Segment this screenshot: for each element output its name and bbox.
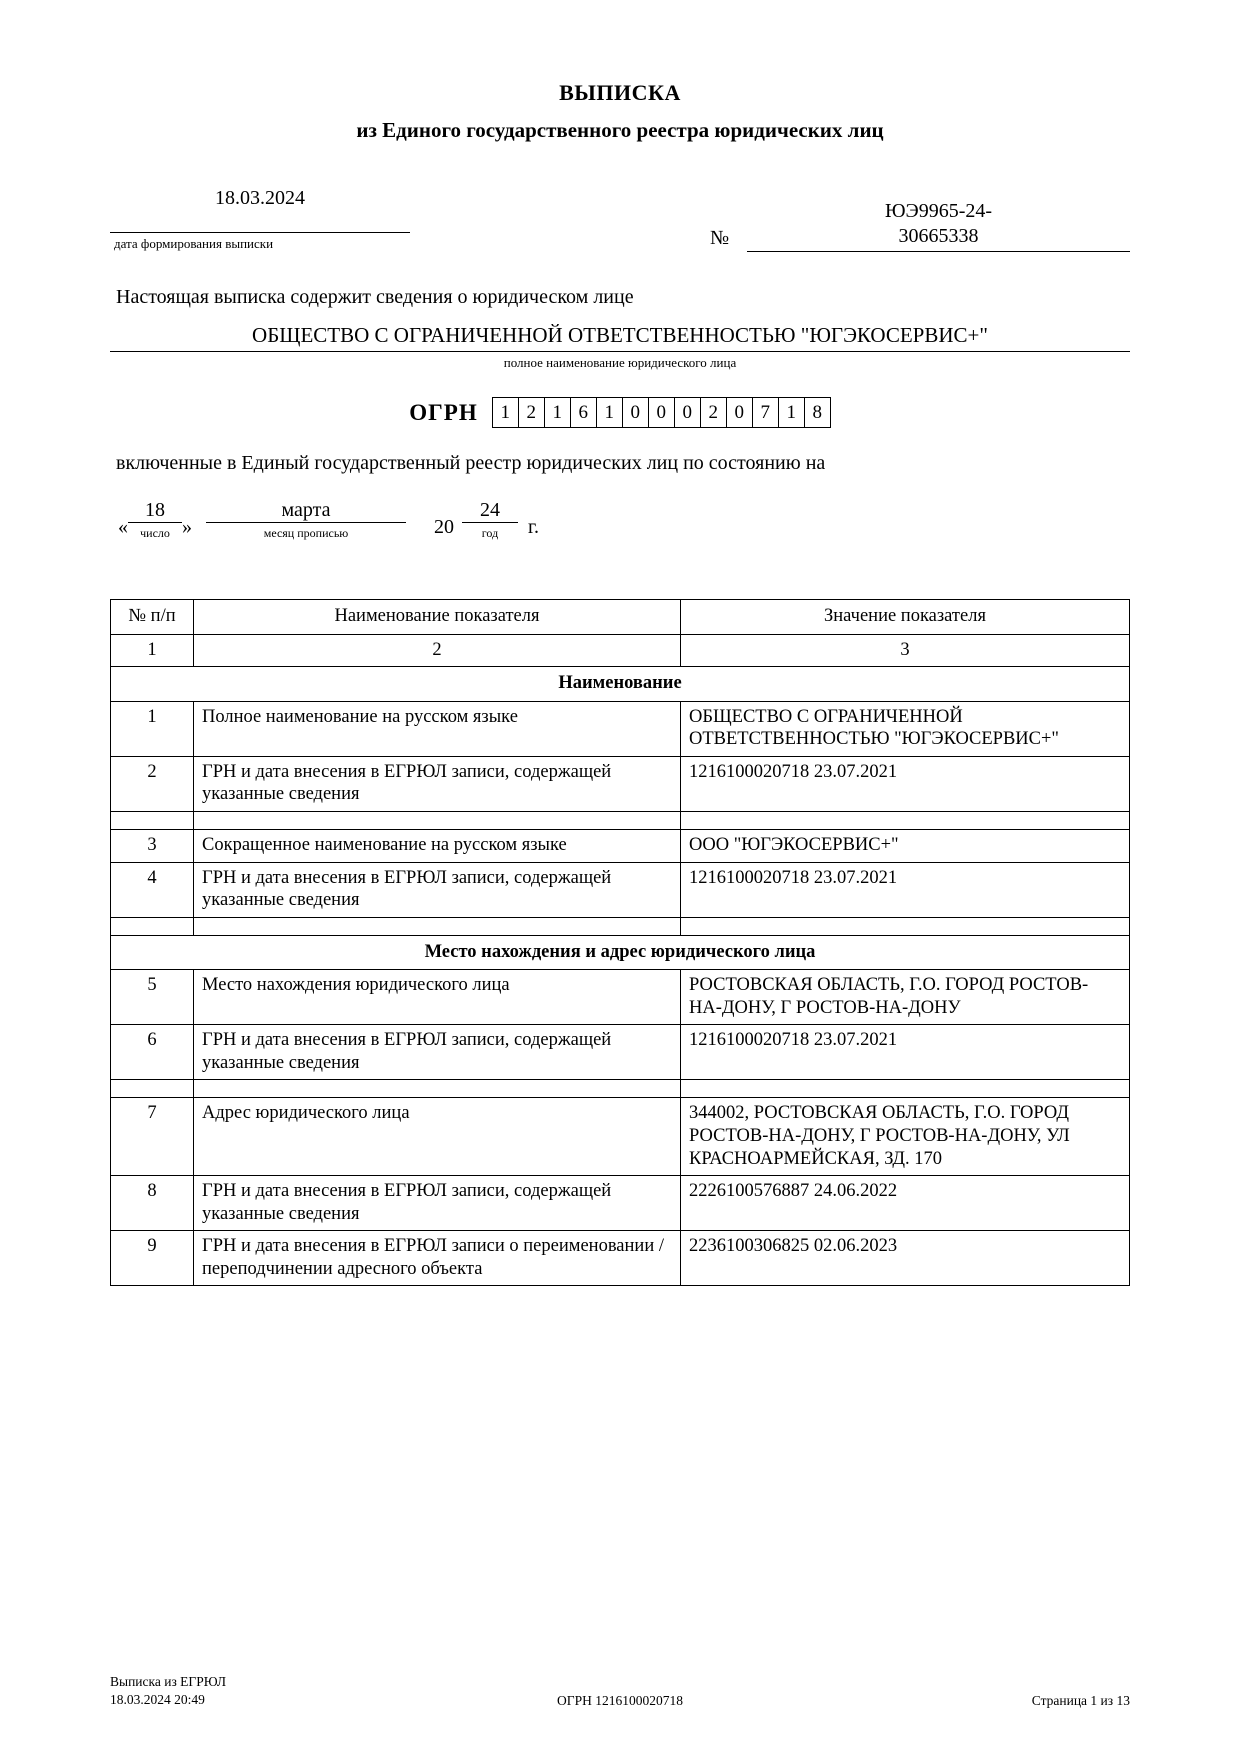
state-date-g-suffix: г. — [528, 516, 539, 538]
row-number: 9 — [111, 1231, 194, 1286]
state-date-year-block — [462, 499, 518, 541]
state-date-fields — [110, 499, 1130, 541]
row-indicator-value: 2236100306825 02.06.2023 — [681, 1231, 1130, 1286]
row-indicator-name: Место нахождения юридического лица — [194, 970, 681, 1025]
document-number-underline — [747, 251, 1130, 252]
column-index-1: 1 — [111, 634, 194, 667]
footer-page-number: Страница 1 из 13 — [1031, 1693, 1130, 1708]
ogrn-digit: 0 — [675, 398, 701, 427]
formation-date-caption: дата формирования выписки — [114, 236, 274, 251]
row-indicator-name: ГРН и дата внесения в ЕГРЮЛ записи о переименовании / переподчинении адресного объекта — [194, 1231, 681, 1286]
state-date-month-caption: месяц прописью — [263, 526, 349, 540]
section-header-row — [111, 667, 1130, 702]
table-row — [111, 1231, 1130, 1286]
row-indicator-value: 1216100020718 23.07.2021 — [681, 756, 1130, 811]
spacer-cell-value — [681, 917, 1130, 935]
state-date-day-block — [128, 499, 182, 541]
section-title-address: Место нахождения и адрес юридического лица — [111, 935, 1130, 970]
state-date-day-caption: число — [140, 526, 170, 540]
row-indicator-name: Адрес юридического лица — [194, 1098, 681, 1176]
intro-line: Настоящая выписка содержит сведения о юридическом лице — [116, 286, 634, 308]
row-indicator-value: ООО "ЮГЭКОСЕРВИС+" — [681, 829, 1130, 862]
row-number: 2 — [111, 756, 194, 811]
quote-close: » — [182, 516, 192, 538]
state-date-day-underline — [128, 499, 182, 523]
row-indicator-value: 1216100020718 23.07.2021 — [681, 862, 1130, 917]
date-and-number-row — [110, 187, 1130, 252]
footer-doc-name: Выписка из ЕГРЮЛ — [110, 1673, 227, 1689]
table-row — [111, 1098, 1130, 1176]
table-spacer-row — [111, 1080, 1130, 1098]
ogrn-digit: 0 — [649, 398, 675, 427]
row-indicator-value: 2226100576887 24.06.2022 — [681, 1176, 1130, 1231]
spacer-cell-name — [194, 811, 681, 829]
row-indicator-value: 344002, РОСТОВСКАЯ ОБЛАСТЬ, Г.О. ГОРОД РОСТОВ-НА-ДОНУ, Г РОСТОВ-НА-ДОНУ, УЛ КРАСНОАРМЕЙСКАЯ, ЗД. 170 — [681, 1098, 1130, 1176]
ogrn-digit: 1 — [779, 398, 805, 427]
spacer-cell-value — [681, 811, 1130, 829]
company-full-name: ОБЩЕСТВО С ОГРАНИЧЕННОЙ ОТВЕТСТВЕННОСТЬЮ "ЮГЭКОСЕРВИС+" — [110, 323, 1130, 352]
ogrn-digit: 1 — [597, 398, 623, 427]
row-number: 5 — [111, 970, 194, 1025]
egrul-table — [110, 599, 1130, 1286]
row-indicator-name: ГРН и дата внесения в ЕГРЮЛ записи, содержащей указанные сведения — [194, 1176, 681, 1231]
table-row — [111, 829, 1130, 862]
ogrn-row — [110, 397, 1130, 428]
table-row — [111, 1025, 1130, 1080]
state-date-year: 24 — [480, 499, 500, 521]
row-number: 6 — [111, 1025, 194, 1080]
row-number: 7 — [111, 1098, 194, 1176]
row-number: 1 — [111, 701, 194, 756]
spacer-cell-name — [194, 1080, 681, 1098]
row-number: 3 — [111, 829, 194, 862]
column-index-2: 2 — [194, 634, 681, 667]
row-indicator-name: ГРН и дата внесения в ЕГРЮЛ записи, содержащей указанные сведения — [194, 756, 681, 811]
company-name-caption: полное наименование юридического лица — [503, 355, 737, 370]
spacer-cell-name — [194, 917, 681, 935]
formation-date-block — [110, 187, 410, 252]
table-spacer-row — [111, 811, 1130, 829]
state-date-line: включенные в Единый государственный реестр юридических лиц по состоянию на — [116, 452, 826, 474]
row-number: 8 — [111, 1176, 194, 1231]
table-row — [111, 756, 1130, 811]
row-number: 4 — [111, 862, 194, 917]
ogrn-digit: 8 — [812, 402, 822, 423]
ogrn-digit: 2 — [701, 398, 727, 427]
table-row — [111, 970, 1130, 1025]
company-name-block — [110, 323, 1130, 371]
state-date-year-caption: год — [481, 526, 499, 540]
footer-ogrn: ОГРН 1216100020718 — [557, 1693, 683, 1708]
row-indicator-name: Сокращенное наименование на русском языке — [194, 829, 681, 862]
state-date-day: 18 — [145, 499, 165, 521]
section-title-naименование: Наименование — [111, 667, 1130, 702]
formation-date-underline — [110, 187, 410, 233]
ogrn-digit: 6 — [571, 398, 597, 427]
document-number-line2: 30665338 — [898, 225, 979, 247]
formation-date-value: 18.03.2024 — [215, 187, 305, 209]
ogrn-digit: 7 — [753, 398, 779, 427]
row-indicator-value: ОБЩЕСТВО С ОГРАНИЧЕННОЙ ОТВЕТСТВЕННОСТЬЮ "ЮГЭКОСЕРВИС+" — [681, 701, 1130, 756]
document-number-line1: ЮЭ9965-24- — [885, 200, 993, 222]
ogrn-digit: 1 — [493, 398, 519, 427]
state-date-month-underline — [206, 499, 406, 523]
state-date-month-block — [206, 499, 406, 541]
column-index-3: 3 — [681, 634, 1130, 667]
table-column-index-row — [111, 634, 1130, 667]
table-header-num: № п/п — [111, 600, 194, 635]
row-indicator-name: Полное наименование на русском языке — [194, 701, 681, 756]
section-header-row — [111, 935, 1130, 970]
state-date-century: 20 — [434, 516, 454, 538]
footer-left — [110, 1673, 447, 1709]
document-number-value-wrap — [747, 199, 1130, 252]
spacer-cell-num — [111, 917, 194, 935]
table-spacer-row — [111, 917, 1130, 935]
document-number-label: № — [710, 227, 730, 249]
row-indicator-value: 1216100020718 23.07.2021 — [681, 1025, 1130, 1080]
quote-open: « — [118, 516, 128, 538]
table-header-value: Значение показателя — [681, 600, 1130, 635]
row-indicator-name: ГРН и дата внесения в ЕГРЮЛ записи, содержащей указанные сведения — [194, 1025, 681, 1080]
ogrn-digit: 0 — [623, 398, 649, 427]
row-indicator-value: РОСТОВСКАЯ ОБЛАСТЬ, Г.О. ГОРОД РОСТОВ-НА-ДОНУ, Г РОСТОВ-НА-ДОНУ — [681, 970, 1130, 1025]
ogrn-digit-boxes — [492, 397, 831, 428]
ogrn-digit: 1 — [545, 398, 571, 427]
document-number-block — [710, 199, 1130, 252]
table-row — [111, 1176, 1130, 1231]
page-footer — [110, 1673, 1130, 1709]
row-indicator-name: ГРН и дата внесения в ЕГРЮЛ записи, содержащей указанные сведения — [194, 862, 681, 917]
document-subtitle: из Единого государственного реестра юридических лиц — [356, 118, 884, 142]
table-row — [111, 862, 1130, 917]
ogrn-digit: 2 — [519, 398, 545, 427]
ogrn-label: ОГРН — [409, 399, 478, 425]
table-header-name: Наименование показателя — [194, 600, 681, 635]
ogrn-digit: 0 — [727, 398, 753, 427]
spacer-cell-value — [681, 1080, 1130, 1098]
document-title: ВЫПИСКА — [559, 80, 681, 105]
spacer-cell-num — [111, 1080, 194, 1098]
table-row — [111, 701, 1130, 756]
table-header-row — [111, 600, 1130, 635]
spacer-cell-num — [111, 811, 194, 829]
footer-timestamp: 18.03.2024 20:49 — [110, 1691, 205, 1707]
state-date-month: марта — [281, 499, 331, 521]
state-date-year-underline — [462, 499, 518, 523]
